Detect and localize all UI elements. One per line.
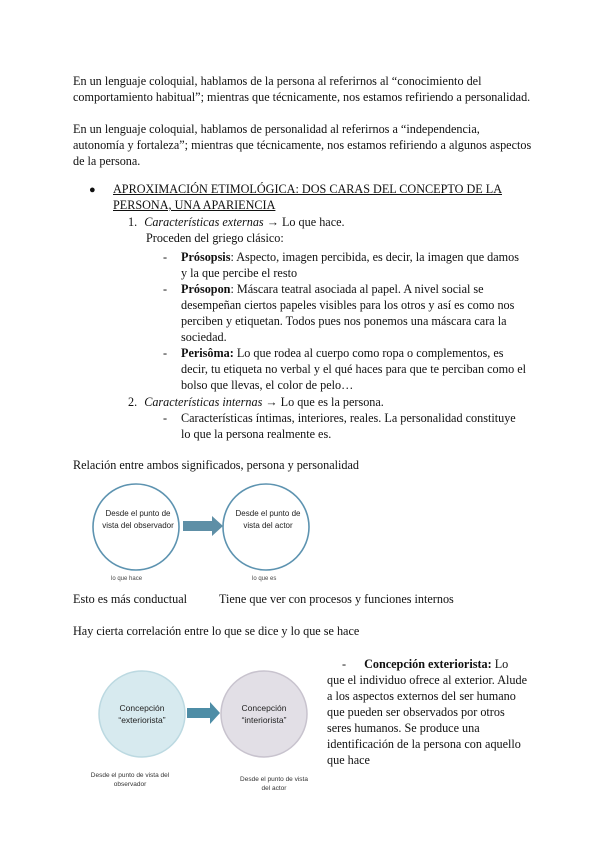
definition-perisoma xyxy=(181,345,526,393)
intro-paragraph-2: En un lenguaje coloquial, hablamos de personalidad al referirnos a “independencia, autonomía y fortaleza”; mientras que técnicamente, nos estamos refiriendo a algunos aspectos de la persona. xyxy=(73,122,532,168)
list-item-1 xyxy=(128,214,345,230)
actor-caption: Desde el punto de vista del actor xyxy=(240,776,308,792)
actor-label: Desde el punto de vista del actor xyxy=(235,509,301,530)
dash-icon: - xyxy=(163,282,168,296)
item-term: Características internas xyxy=(144,395,263,409)
definition-prosopon xyxy=(181,281,526,345)
item-1-sub: Proceden del griego clásico: xyxy=(146,231,284,245)
dash-icon: - xyxy=(163,250,168,264)
bullet-icon: ● xyxy=(89,184,96,196)
relation-label: Relación entre ambos significados, persona y personalidad xyxy=(73,458,359,472)
arrow-right-icon xyxy=(183,516,223,536)
item-rest: → Lo que es la persona. xyxy=(262,395,384,409)
dash-icon: - xyxy=(163,411,168,425)
observer-small-label: lo que hace xyxy=(111,576,143,582)
observer-label: Desde el punto de vista del observador xyxy=(102,509,174,530)
actor-small-label: lo que es xyxy=(252,576,277,582)
observer-caption: Desde el punto de vista del observador xyxy=(90,772,170,788)
caption-left: Esto es más conductual xyxy=(73,592,188,606)
correlation-text: Hay cierta correlación entre lo que se dice y lo que se hace xyxy=(73,624,360,638)
exteriorista-label: Concepción “exteriorista” xyxy=(118,703,166,725)
caption-right: Tiene que ver con procesos y funciones internos xyxy=(219,592,454,606)
definition-internas: Características íntimas, interiores, reales. La personalidad constituye lo que la persona realmente es. xyxy=(181,411,516,441)
item-term: Características externas xyxy=(144,215,264,229)
dash-icon: - xyxy=(342,657,347,671)
intro-paragraph-1: En un lenguaje coloquial, hablamos de la persona al referirnos al “conocimiento del comportamiento habitual”; mientras que técnicamente, nos estamos refiriendo a personalidad. xyxy=(73,74,531,104)
item-number: 1. xyxy=(128,215,138,229)
item-number: 2. xyxy=(128,395,138,409)
definition-prosopsis xyxy=(181,249,526,281)
section-heading: APROXIMACIÓN ETIMOLÓGICA: DOS CARAS DEL CONCEPTO DE LA PERSONA, UNA APARIENCIA xyxy=(113,182,502,212)
term: Perisôma: xyxy=(181,346,234,360)
interiorista-label: Concepción “interiorista” xyxy=(241,703,287,725)
arrow-right-icon xyxy=(187,702,220,724)
item-rest: → Lo que hace. xyxy=(263,215,345,229)
term: Prósopon xyxy=(181,282,231,296)
term: Concepción exteriorista: xyxy=(364,657,492,671)
text: : Aspecto, imagen percibida, es decir, la imagen que damos y la que percibe el resto xyxy=(181,250,519,280)
text: Lo que rodea al cuerpo como ropa o complementos, es decir, tu etiqueta no verbal y el qué haces para que te perciban como el bolso que llevas, el color de pelo… xyxy=(181,346,527,392)
text: : Máscara teatral asociada al papel. A nivel social se desempeñan ciertos papeles visibles para los otros y así es como nos perciben y etiquetan. Todos pues nos ponemos una máscara cara la sociedad. xyxy=(181,282,515,344)
term: Prósopsis xyxy=(181,250,231,264)
text: Lo que el individuo ofrece al exterior. Alude a los aspectos externos del ser humano que pueden ser observados por otros seres humanos. Se produce una identificación de la persona con aquello que hace xyxy=(327,657,528,767)
list-item-2 xyxy=(128,394,384,410)
side-note-exteriorista xyxy=(327,656,527,768)
dash-icon: - xyxy=(163,346,168,360)
